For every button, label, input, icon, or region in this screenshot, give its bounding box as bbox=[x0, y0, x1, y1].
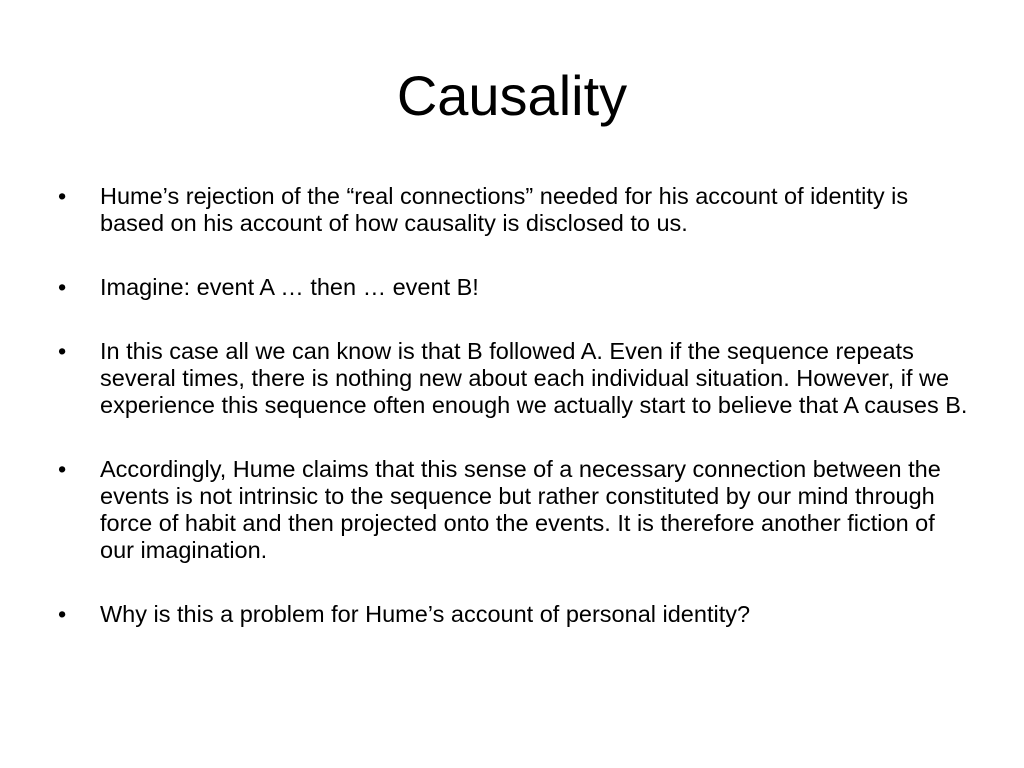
bullet-text: In this case all we can know is that B followed A. Even if the sequence repeats several times, there is nothing new about each individual situation. However, if we experience this sequence often enough we actually start to believe that A causes B. bbox=[100, 338, 968, 418]
bullet-icon: • bbox=[58, 183, 67, 209]
bullet-text: Hume’s rejection of the “real connections” needed for his account of identity is based on his account of how causality is disclosed to us. bbox=[100, 183, 909, 236]
bullet-text: Accordingly, Hume claims that this sense of a necessary connection between the events is not intrinsic to the sequence but rather constituted by our mind through force of habit and then projected onto the events. It is therefore another fiction of our imagination. bbox=[100, 456, 941, 563]
bullet-text: Imagine: event A … then … event B! bbox=[100, 274, 479, 300]
bullet-item bbox=[58, 601, 968, 628]
bullet-icon: • bbox=[58, 338, 67, 364]
bullet-item bbox=[58, 274, 968, 301]
bullet-item bbox=[58, 183, 968, 237]
bullet-icon: • bbox=[58, 274, 67, 300]
bullet-item bbox=[58, 338, 968, 419]
bullet-icon: • bbox=[58, 601, 67, 627]
bullet-icon: • bbox=[58, 456, 67, 482]
bullet-item bbox=[58, 456, 968, 564]
bullet-list bbox=[58, 183, 968, 628]
bullet-text: Why is this a problem for Hume’s account of personal identity? bbox=[100, 601, 751, 627]
slide-title: Causality bbox=[396, 64, 628, 127]
